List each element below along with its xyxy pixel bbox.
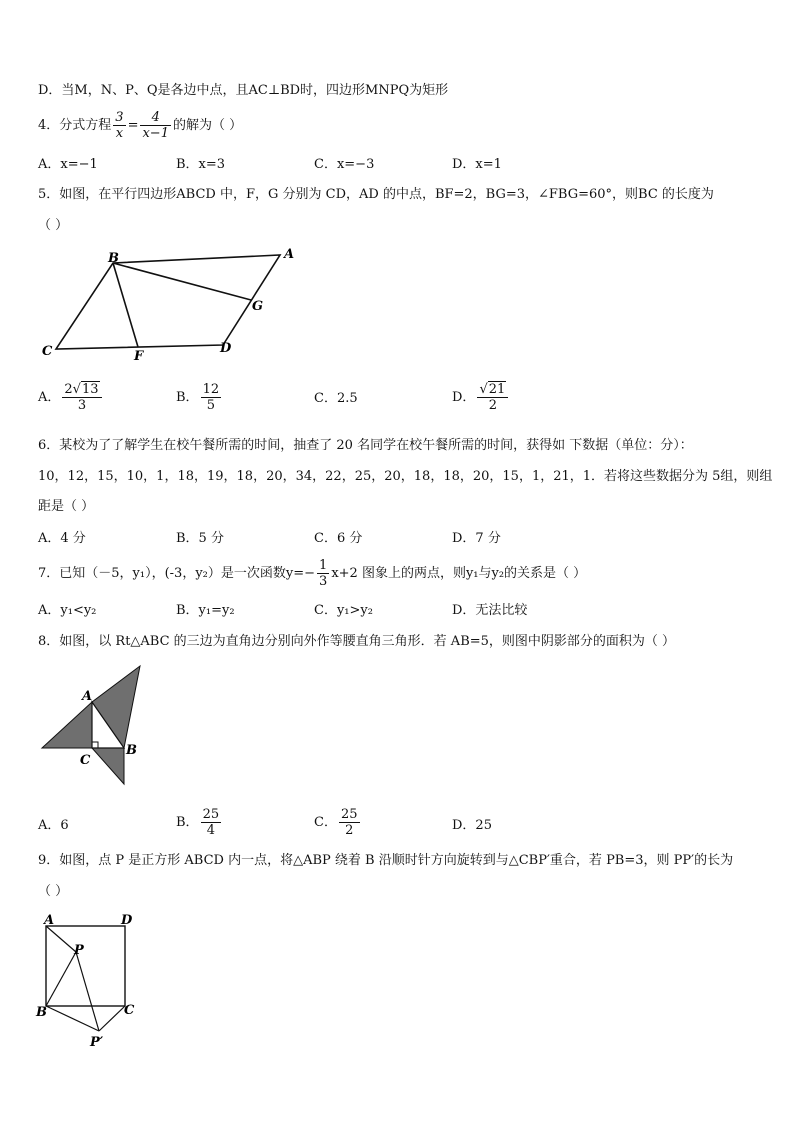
q8-label-b: B — [126, 743, 137, 758]
q7-stem — [38, 558, 586, 589]
q5-option-b-denominator: 5 — [206, 398, 215, 413]
q5-option-a-letter: A． — [38, 390, 61, 405]
q8-shaded-triangle-left — [42, 702, 92, 748]
q8-option-d: D．25 — [452, 818, 492, 833]
q7-fraction — [317, 558, 329, 589]
q6-line-1: 6．某校为了了解学生在校午餐所需的时间，抽查了 20 名同学在校午餐所需的时间，获得如 下数据（单位：分）： — [38, 438, 693, 453]
q5-label-f: F — [134, 349, 144, 364]
q8-option-b-letter: B． — [176, 815, 199, 830]
q8-shaded-triangle-bottom — [92, 748, 124, 784]
q5-label-a: A — [284, 247, 295, 262]
q7-option-a: A．y₁<y₂ — [38, 603, 97, 618]
q5-label-c: C — [42, 344, 53, 359]
q5-option-d-numerator: √21 — [477, 382, 508, 398]
q9-segment-bp2 — [46, 1006, 99, 1031]
q5-segment-bg — [113, 263, 251, 300]
q4-suffix: 的解为（ ） — [172, 118, 243, 133]
q9-segment-bp — [46, 952, 76, 1006]
q5-paren: （ ） — [38, 218, 69, 233]
q6-option-a: A．4 分 — [38, 531, 86, 546]
q6-option-c: C．6 分 — [314, 531, 363, 546]
q5-option-a-denominator: 3 — [77, 398, 87, 413]
q5-stem: 5．如图，在平行四边形ABCD 中，F，G 分别为 CD，AD 的中点，BF=2，BG=3，∠FBG=60°，则BC 的长度为 — [38, 187, 714, 202]
q4-option-c: C．x=−3 — [314, 157, 375, 172]
q9-segment-pp2 — [76, 952, 99, 1031]
q9-label-d: D — [121, 913, 133, 928]
q7-option-c: C．y₁>y₂ — [314, 603, 373, 618]
q7-denominator: 3 — [319, 574, 328, 589]
q5-parallelogram — [56, 255, 280, 349]
q8-label-a: A — [82, 689, 93, 704]
q4-f1-denominator: x — [115, 126, 124, 141]
q5-option-b — [176, 382, 223, 413]
q9-square-abcd — [46, 926, 125, 1006]
q8-label-c: C — [80, 753, 91, 768]
q5-option-b-numerator: 12 — [202, 382, 220, 397]
q5-option-d-denominator: 2 — [488, 398, 497, 413]
q9-label-a: A — [44, 913, 55, 928]
q4-option-b: B．x=3 — [176, 157, 226, 172]
q9-label-p-prime: P′ — [90, 1035, 104, 1050]
q5-option-b-fraction — [201, 382, 222, 413]
q4-f2-denominator: x−1 — [142, 126, 169, 141]
q6-option-b: B．5 分 — [176, 531, 224, 546]
q9-square-figure — [34, 912, 154, 1050]
q9-label-p: P — [74, 943, 84, 958]
q4-fraction-1 — [113, 110, 125, 141]
q6-option-d: D．7 分 — [452, 531, 501, 546]
q9-label-b: B — [36, 1005, 47, 1020]
q4-f2-numerator: 4 — [140, 110, 171, 126]
q4-stem — [38, 110, 242, 141]
q5-label-d: D — [220, 341, 232, 356]
q7-option-b: B．y₁=y₂ — [176, 603, 235, 618]
q8-option-b-fraction — [201, 807, 222, 838]
q9-paren: （ ） — [38, 884, 69, 899]
q6-line-2: 10，12，15，10，1，18，19，18，20，34，22，25，20，18，18，20，15，1，21，1．若将这些数据分为 5组，则组 — [38, 469, 773, 484]
q7-numerator: 1 — [319, 558, 328, 573]
q5-label-b: B — [108, 251, 119, 266]
q4-option-d: D．x=1 — [452, 157, 502, 172]
q8-triangles-figure — [38, 664, 158, 788]
q5-option-d-letter: D． — [452, 390, 476, 405]
q5-option-a-coef: 2 — [64, 382, 73, 397]
q7-prefix: 7．已知（－5，y₁），(-3，y₂）是一次函数y=− — [38, 566, 316, 581]
q5-option-d-radicand: 21 — [488, 382, 506, 397]
q5-parallelogram-figure — [38, 244, 308, 364]
q8-option-c-numerator: 25 — [340, 807, 358, 822]
q5-label-g: G — [252, 299, 264, 314]
q8-stem: 8．如图，以 Rt△ABC 的三边为直角边分别向外作等腰直角三角形．若 AB=5，则图中阴影部分的面积为（ ） — [38, 634, 676, 649]
q8-option-c — [314, 807, 362, 838]
q4-f1-numerator: 3 — [115, 110, 124, 125]
q5-option-a-fraction — [62, 382, 101, 413]
q6-line-3: 距是（ ） — [38, 499, 95, 514]
q4-equals: = — [127, 118, 139, 133]
q9-stem: 9．如图，点 P 是正方形 ABCD 内一点，将△ABP 绕着 B 沿顺时针方向旋转到与△CBP′重合，若 PB=3，则 PP′的长为 — [38, 853, 734, 868]
q5-option-d-fraction — [477, 382, 508, 413]
q9-segment-ap — [46, 926, 76, 952]
q5-option-b-letter: B． — [176, 390, 199, 405]
q9-segment-cp2 — [99, 1006, 125, 1031]
q8-option-b — [176, 807, 223, 838]
q5-segment-bf — [113, 263, 138, 347]
q8-option-c-fraction — [339, 807, 360, 838]
q8-option-a: A．6 — [38, 818, 69, 833]
q3-option-d: D．当M，N、P、Q是各边中点，且AC⊥BD时，四边形MNPQ为矩形 — [38, 83, 449, 98]
q8-option-b-numerator: 25 — [202, 807, 220, 822]
q7-option-d: D．无法比较 — [452, 603, 528, 618]
q8-option-c-letter: C． — [314, 815, 337, 830]
q9-label-c: C — [124, 1003, 135, 1018]
q4-prefix: 4．分式方程 — [38, 118, 112, 133]
q5-option-a-numerator: 2√13 — [62, 382, 101, 398]
q7-suffix: x+2 图象上的两点，则y₁与y₂的关系是（ ） — [331, 566, 587, 581]
q5-option-a-radicand: 13 — [81, 382, 99, 397]
q4-fraction-2 — [140, 110, 171, 141]
q8-option-c-denominator: 2 — [345, 823, 354, 838]
q8-option-b-denominator: 4 — [206, 823, 215, 838]
q5-option-a — [38, 382, 104, 413]
q5-option-d — [452, 382, 510, 413]
q5-option-c: C．2.5 — [314, 391, 358, 406]
q4-option-a: A．x=−1 — [38, 157, 98, 172]
